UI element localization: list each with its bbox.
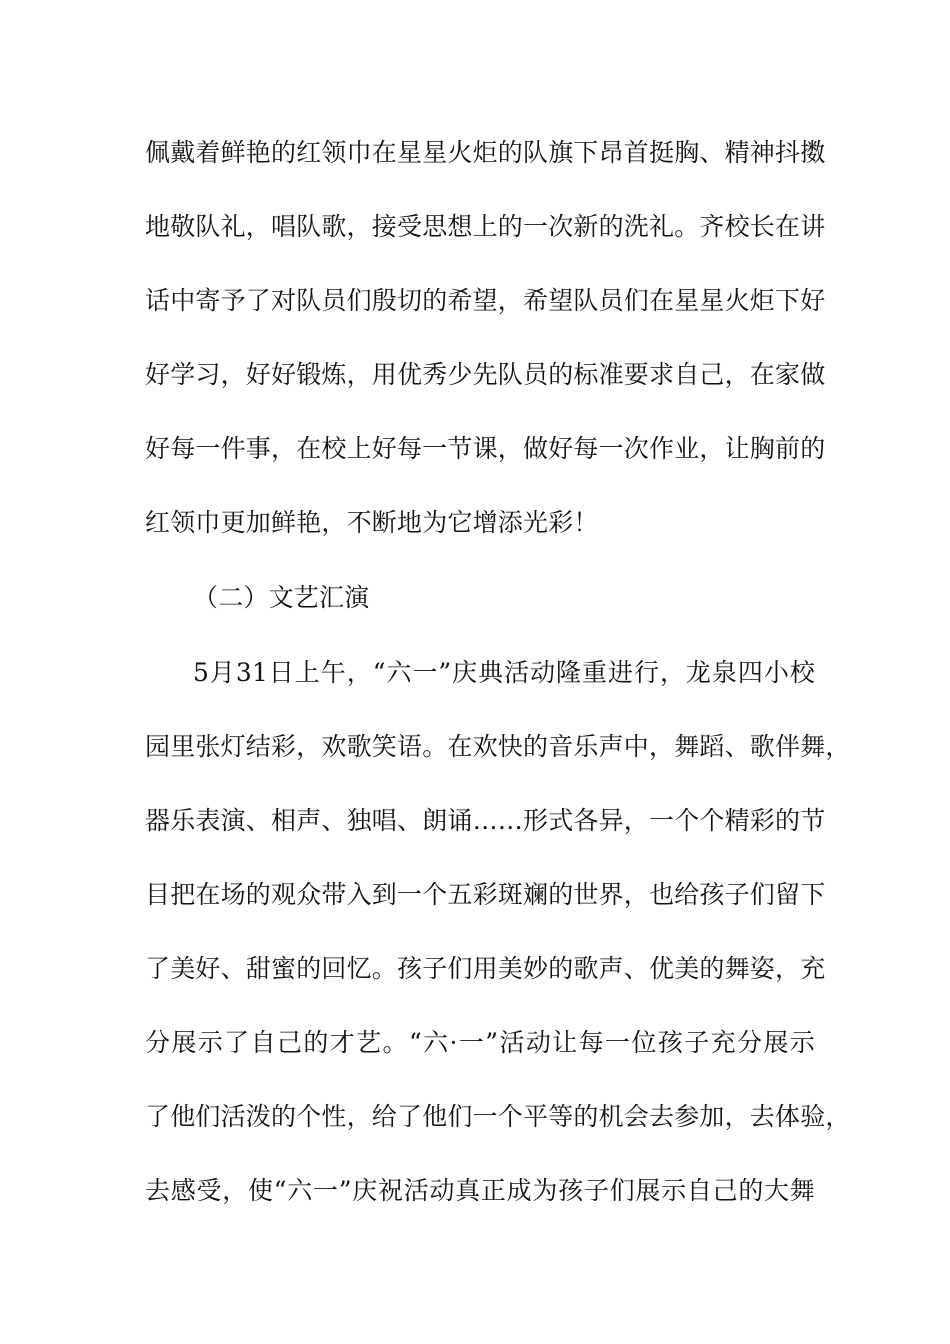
paragraph-1-line-2: 地敬队礼，唱队歌，接受思想上的一次新的洗礼。齐校长在讲 <box>145 212 826 241</box>
paragraph-2-line-1: 5月31日上午，“六一”庆典活动隆重进行，龙泉四小校 <box>193 658 815 687</box>
paragraph-2-line-7: 了他们活泼的个性，给了他们一个平等的机会去参加，去体验， <box>145 1102 851 1131</box>
paragraph-1-line-5: 好每一件事，在校上好每一节课，做好每一次作业，让胸前的 <box>145 434 826 463</box>
paragraph-2-line-2: 园里张灯结彩，欢歌笑语。在欢快的音乐声中，舞蹈、歌伴舞， <box>145 732 851 761</box>
paragraph-1-line-3: 话中寄予了对队员们殷切的希望，希望队员们在星星火炬下好 <box>145 286 826 315</box>
paragraph-2-line-5: 了美好、甜蜜的回忆。孩子们用美妙的歌声、优美的舞姿，充 <box>145 954 826 983</box>
paragraph-2-line-8: 去感受，使“六一”庆祝活动真正成为孩子们展示自己的大舞 <box>145 1176 815 1205</box>
paragraph-1-line-1: 佩戴着鲜艳的红领巾在星星火炬的队旗下昂首挺胸、精神抖擞 <box>145 138 826 167</box>
paragraph-1-line-6: 红领巾更加鲜艳，不断地为它增添光彩！ <box>145 508 599 537</box>
paragraph-1-line-4: 好学习，好好锻炼，用优秀少先队员的标准要求自己，在家做 <box>145 360 826 389</box>
section-heading: （二）文艺汇演 <box>193 583 370 612</box>
paragraph-2-line-3: 器乐表演、相声、独唱、朗诵……形式各异，一个个精彩的节 <box>145 806 826 835</box>
paragraph-2-line-6: 分展示了自己的才艺。“六·一”活动让每一位孩子充分展示 <box>145 1028 815 1057</box>
paragraph-2-line-4: 目把在场的观众带入到一个五彩斑斓的世界，也给孩子们留下 <box>145 880 826 909</box>
